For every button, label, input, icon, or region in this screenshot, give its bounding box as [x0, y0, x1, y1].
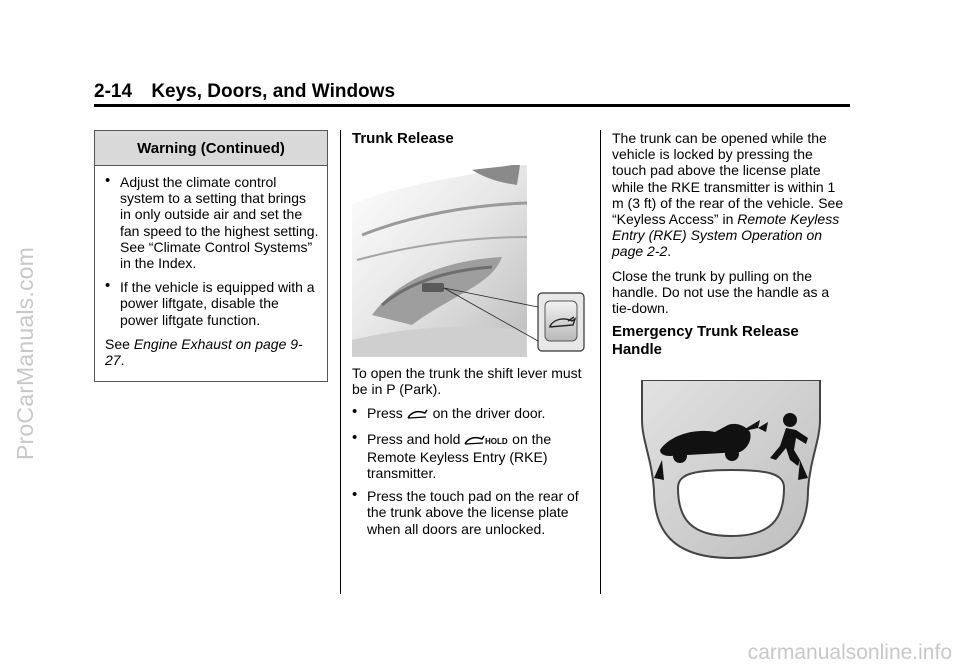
trunk-release-icon	[407, 407, 429, 423]
warning-body	[95, 166, 327, 368]
trunk-release-heading: Trunk Release	[352, 130, 454, 147]
warning-bullets	[105, 174, 319, 328]
emergency-handle-illustration	[640, 380, 822, 567]
door-panel-illustration	[352, 165, 588, 362]
column-3-body	[612, 130, 848, 316]
step-press-hold-rke	[352, 431, 584, 482]
warning-see-reference	[105, 336, 319, 368]
step-press-door-button	[352, 405, 584, 423]
trunk-release-intro: To open the trunk the shift lever must be in P (Park).	[352, 365, 582, 398]
step-text: on the Remote Keyless Entry (RKE) transmitter.	[367, 430, 552, 482]
see-suffix: .	[120, 352, 125, 369]
page-number: 2-14	[94, 81, 133, 102]
hold-label: HOLD	[485, 436, 508, 446]
trunk-release-body	[352, 365, 584, 544]
warning-box	[94, 130, 328, 382]
step-text: Press and hold	[367, 430, 465, 447]
warning-bullet: • If the vehicle is equipped with a power liftgate, disable the power liftgate function.	[105, 279, 319, 328]
page-header	[94, 81, 395, 103]
close-trunk-paragraph: Close the trunk by pulling on the handle. Do not use the handle as a tie-down.	[612, 267, 830, 317]
watermark-bottom: carmanualsonline.info	[747, 641, 952, 664]
keyless-trunk-paragraph	[612, 130, 848, 260]
para-text: The trunk can be opened while the vehicle is locked by pressing the touch pad above the license plate while the RKE transmitter is within 1 m (3 ft) of the rear of the vehicle. See “Keyless Access” in	[612, 130, 844, 228]
warning-bullet: • Adjust the climate control system to a setting that brings in only outside air and set the fan speed to the highest setting. See “Climate Control Systems” in the Index.	[105, 174, 319, 271]
section-title: Keys, Doors, and Windows	[151, 81, 396, 102]
warning-title: Warning (Continued)	[95, 131, 327, 166]
para-end: .	[667, 243, 672, 260]
see-prefix: See	[105, 335, 134, 352]
watermark-left: ProCarManuals.com	[12, 246, 38, 460]
rke-reference-link[interactable]: Remote Keyless Entry (RKE) System Operation on page 2-2	[612, 211, 840, 260]
see-link[interactable]: Engine Exhaust on page 9-27	[105, 335, 303, 369]
step-text: on the driver door.	[428, 405, 546, 422]
step-text: Press	[367, 405, 407, 422]
step-touch-pad: • Press the touch pad on the rear of the trunk above the license plate when all doors are unlocked.	[352, 488, 584, 537]
trunk-hold-icon	[464, 433, 508, 449]
column-divider-1	[340, 130, 341, 594]
header-rule	[94, 104, 850, 107]
emergency-release-heading: Emergency Trunk Release Handle	[612, 323, 799, 358]
column-divider-2	[600, 130, 601, 594]
trunk-release-steps	[352, 405, 584, 536]
